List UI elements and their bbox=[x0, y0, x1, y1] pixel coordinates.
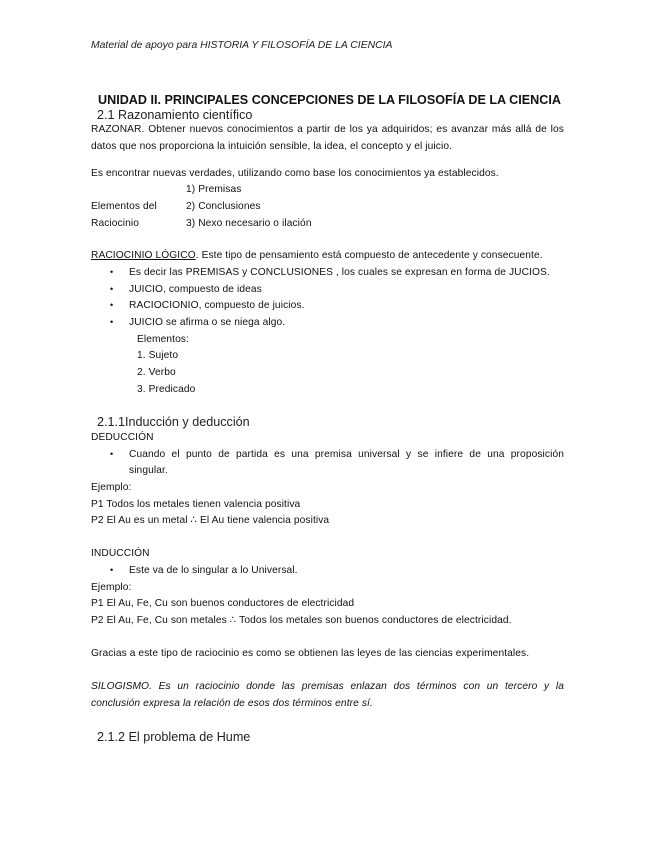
bullet-icon: • bbox=[110, 267, 114, 277]
induccion-ejemplo-label: Ejemplo: bbox=[91, 582, 132, 593]
deduccion-p1: P1 Todos los metales tienen valencia positiva bbox=[91, 499, 301, 510]
induccion-bullet: Este va de lo singular a lo Universal. bbox=[129, 565, 298, 576]
deduccion-bullet-line-2: singular. bbox=[129, 465, 168, 476]
deduccion-bullet-line-1: Cuando el punto de partida es una premisa universal y se infiere de una proposición bbox=[129, 449, 564, 460]
section-heading-2-1-2: 2.1.2 El problema de Hume bbox=[97, 730, 251, 744]
deduccion-p2: P2 El Au es un metal ∴ El Au tiene valencia positiva bbox=[91, 515, 330, 526]
elemento-item-3: 3) Nexo necesario o ilación bbox=[186, 218, 312, 229]
elemento-predicado: 3. Predicado bbox=[137, 384, 196, 395]
elementos-label-1: Elementos del bbox=[91, 201, 157, 212]
elemento-verbo: 2. Verbo bbox=[137, 367, 176, 378]
logico-bullet-2: JUICIO, compuesto de ideas bbox=[129, 284, 262, 295]
bullet-icon: • bbox=[110, 284, 114, 294]
deduccion-ejemplo-label: Ejemplo: bbox=[91, 482, 132, 493]
page-header: Material de apoyo para HISTORIA Y FILOSOFÍA DE LA CIENCIA bbox=[91, 40, 393, 51]
induccion-p2: P2 El Au, Fe, Cu son metales ∴ Todos los metales son buenos conductores de electricidad. bbox=[91, 615, 512, 626]
razonar-line-2: datos que nos proporciona la intuición sensible, la idea, el concepto y el juicio. bbox=[91, 141, 453, 152]
elemento-item-2: 2) Conclusiones bbox=[186, 201, 261, 212]
raciocinio-definition: Es encontrar nuevas verdades, utilizando como base los conocimientos ya establecidos. bbox=[91, 168, 499, 179]
elemento-sujeto: 1. Sujeto bbox=[137, 350, 179, 361]
raciocinio-logico-rest: . Este tipo de pensamiento está compuesto de antecedente y consecuente. bbox=[195, 250, 543, 261]
razonar-line-1: RAZONAR. Obtener nuevos conocimientos a partir de los ya adquiridos; es avanzar más allá de los bbox=[91, 124, 564, 135]
bullet-icon: • bbox=[110, 565, 114, 575]
silogismo-line-2: conclusión expresa la relación de esos dos términos entre sí. bbox=[91, 698, 373, 709]
silogismo-line-1: SILOGISMO. Es un raciocinio donde las premisas enlazan dos términos con un tercero y la bbox=[91, 681, 564, 692]
bullet-icon: • bbox=[110, 449, 114, 459]
bullet-icon: • bbox=[110, 317, 114, 327]
section-heading-2-1: 2.1 Razonamiento científico bbox=[97, 108, 253, 122]
raciocinio-logico-paragraph bbox=[91, 250, 543, 261]
logico-bullet-1: Es decir las PREMISAS y CONCLUSIONES , los cuales se expresan en forma de JUCIOS. bbox=[129, 267, 550, 278]
induccion-title: INDUCCIÓN bbox=[91, 548, 150, 559]
elementos-label-2: Raciocinio bbox=[91, 218, 139, 229]
logico-bullet-4: JUICIO se afirma o se niega algo. bbox=[129, 317, 286, 328]
gracias-paragraph: Gracias a este tipo de raciocinio es como se obtienen las leyes de las ciencias experimentales. bbox=[91, 648, 530, 659]
raciocinio-logico-term: RACIOCINIO LÓGICO bbox=[91, 250, 196, 261]
bullet-icon: • bbox=[110, 300, 114, 310]
section-heading-2-1-1: 2.1.1Inducción y deducción bbox=[97, 415, 250, 429]
induccion-p1: P1 El Au, Fe, Cu son buenos conductores de electricidad bbox=[91, 598, 355, 609]
unit-title: UNIDAD II. PRINCIPALES CONCEPCIONES DE LA FILOSOFÍA DE LA CIENCIA bbox=[98, 93, 561, 107]
elemento-item-1: 1) Premisas bbox=[186, 184, 242, 195]
elementos-sublabel: Elementos: bbox=[137, 334, 189, 345]
logico-bullet-3: RACIOCIONIO, compuesto de juicios. bbox=[129, 300, 305, 311]
deduccion-title: DEDUCCIÓN bbox=[91, 432, 154, 443]
